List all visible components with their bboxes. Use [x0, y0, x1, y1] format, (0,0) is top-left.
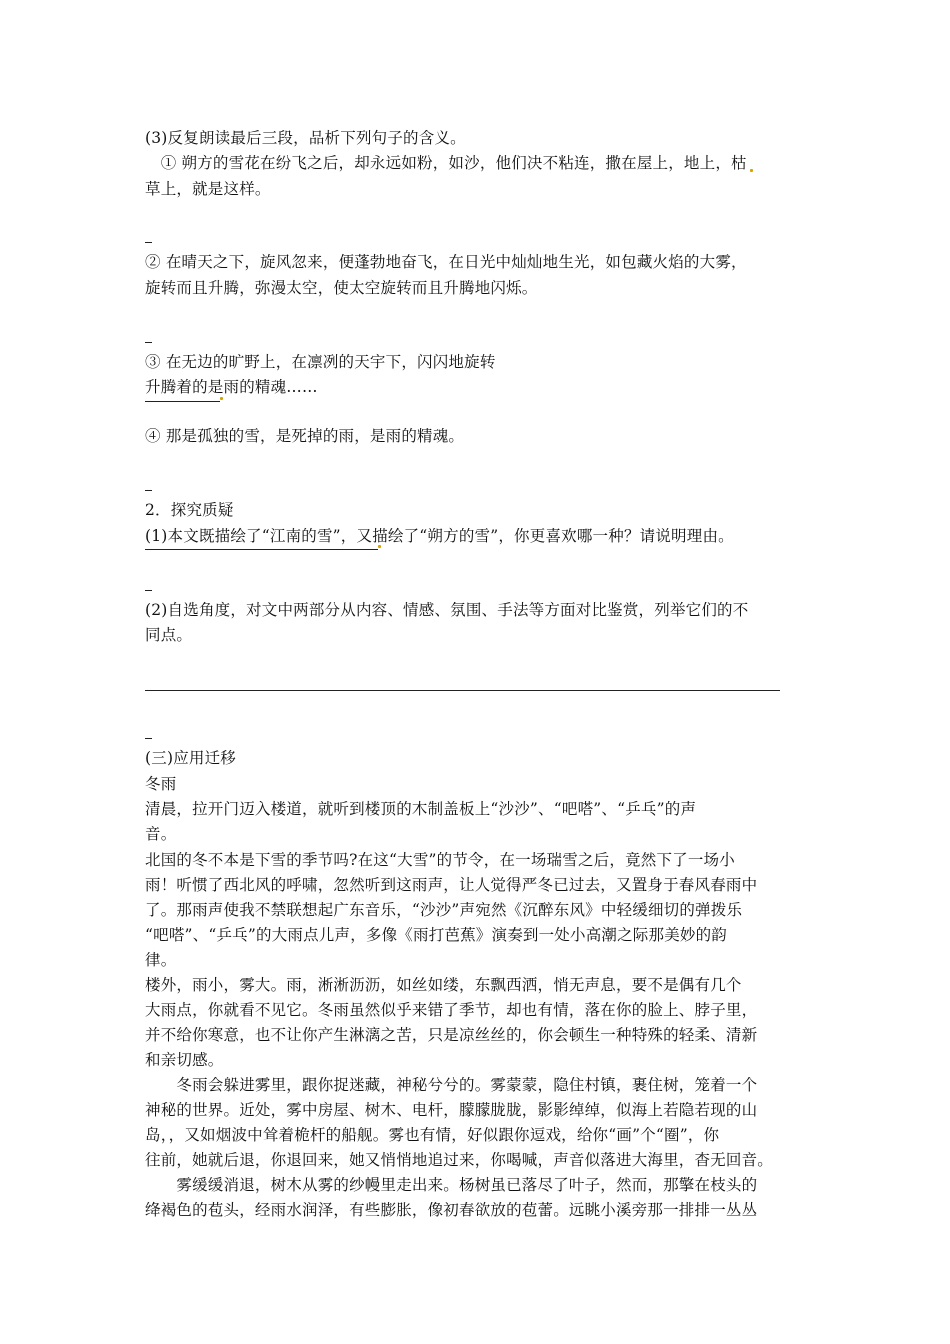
- answer-blank[interactable]: [145, 590, 152, 591]
- section-2-q2-line-2: 同点。: [145, 626, 193, 644]
- section-2-heading: 2．探究质疑: [145, 501, 234, 519]
- question-3-heading: (3)反复朗读最后三段，品析下列句子的含义。: [145, 129, 466, 147]
- answer-blank[interactable]: [145, 242, 152, 243]
- passage-line: 神秘的世界。近处，雾中房屋、树木、电杆，朦朦胧胧，影影绰绰，似海上若隐若现的山: [145, 1101, 758, 1119]
- answer-underline[interactable]: [145, 549, 378, 550]
- passage-line: 岛，，又如烟波中耸着桅杆的船舰。雾也有情，好似跟你逗戏，给你“画”个“圈”，你: [145, 1126, 720, 1144]
- passage-line: 冬雨会躲进雾里，跟你捉迷藏，神秘兮兮的。雾蒙蒙，隐住村镇，裹住树，笼着一个: [145, 1076, 758, 1094]
- q3-item-4: ④ 那是孤独的雪，是死掉的雨，是雨的精魂。: [145, 427, 465, 445]
- passage-title: 冬雨: [145, 775, 177, 793]
- q3-item-2-line-2: 旋转而且升腾，弥漫太空，使太空旋转而且升腾地闪烁。: [145, 279, 538, 297]
- passage-line: 北国的冬不本是下雪的季节吗?在这“大雪”的节令，在一场瑞雪之后，竟然下了一场小: [145, 851, 735, 869]
- passage-line: 和亲切感。: [145, 1051, 224, 1069]
- margin-mark: [378, 545, 381, 548]
- answer-line[interactable]: [145, 690, 780, 691]
- q3-item-3-line-2: 升腾着的是雨的精魂……: [145, 378, 318, 396]
- passage-line: 音。: [145, 825, 177, 843]
- section-2-q1: (1)本文既描绘了“江南的雪”，又描绘了“朔方的雪”，你更喜欢哪一种？请说明理由。: [145, 527, 734, 545]
- passage-line: 雨！听惯了西北风的呼啸，忽然听到这雨声，让人觉得严冬已过去，又置身于春风春雨中: [145, 876, 758, 894]
- passage-line: 律。: [145, 951, 177, 969]
- q3-item-1-line-1: ① 朔方的雪花在纷飞之后，却永远如粉，如沙，他们决不粘连，撒在屋上，地上，枯: [145, 154, 747, 172]
- passage-line: 清晨，拉开门迈入楼道，就听到楼顶的木制盖板上“沙沙”、“吧嗒”、“乒乓”的声: [145, 800, 697, 818]
- margin-mark: [750, 169, 753, 172]
- passage-line: 并不给你寒意，也不让你产生淋漓之苦，只是凉丝丝的，你会顿生一种特殊的轻柔、清新: [145, 1026, 758, 1044]
- q3-item-1-line-2: 草上，就是这样。: [145, 180, 271, 198]
- passage-line: 大雨点，你就看不见它。冬雨虽然似乎来错了季节，却也有情，落在你的脸上、脖子里，: [145, 1001, 758, 1019]
- passage-line: 往前，她就后退，你退回来，她又悄悄地追过来，你喝喊，声音似落进大海里，杳无回音。: [145, 1151, 774, 1169]
- q3-item-2-line-1: ② 在晴天之下，旋风忽来，便蓬勃地奋飞，在日光中灿灿地生光，如包藏火焰的大雾，: [145, 253, 747, 271]
- answer-underline[interactable]: [145, 401, 220, 402]
- passage-line: 绛褐色的苞头，经雨水润泽，有些膨胀，像初春欲放的苞蕾。远眺小溪旁那一排排一丛丛: [145, 1201, 758, 1219]
- answer-blank[interactable]: [145, 490, 152, 491]
- section-3-heading: (三)应用迁移: [145, 749, 236, 767]
- passage-line: 了。那雨声使我不禁联想起广东音乐，“沙沙”声宛然《沉醉东风》中轻缓细切的弹拨乐: [145, 901, 743, 919]
- section-2-q2-line-1: (2)自选角度，对文中两部分从内容、情感、氛围、手法等方面对比鉴赏，列举它们的不: [145, 601, 749, 619]
- passage-line: 雾缓缓消退，树木从雾的纱幔里走出来。杨树虽已落尽了叶子，然而，那擎在枝头的: [145, 1176, 758, 1194]
- answer-blank[interactable]: [145, 738, 152, 739]
- passage-line: “吧嗒”、“乒乓”的大雨点儿声，多像《雨打芭蕉》演奏到一处小高潮之际那美妙的韵: [145, 926, 727, 944]
- passage-line: 楼外，雨小，雾大。雨，淅淅沥沥，如丝如缕，东飘西洒，悄无声息，要不是偶有几个: [145, 976, 742, 994]
- answer-blank[interactable]: [145, 342, 152, 343]
- margin-mark: [220, 397, 223, 400]
- q3-item-3-line-1: ③ 在无边的旷野上，在凛冽的天宇下，闪闪地旋转: [145, 353, 496, 371]
